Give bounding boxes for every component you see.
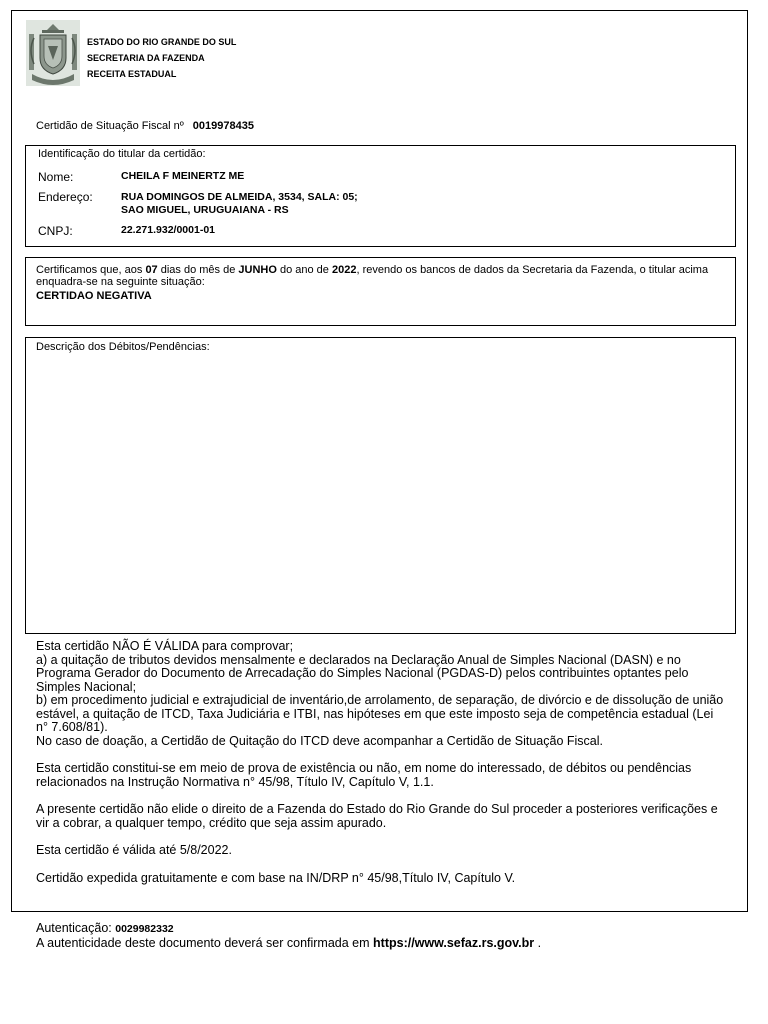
holder-caption: Identificação do titular da certidão:	[38, 148, 206, 160]
note-not-valid: Esta certidão NÃO É VÁLIDA para comprovar;	[36, 639, 294, 653]
certification-statement	[36, 264, 725, 288]
statement-text-1: Certificamos que, aos	[36, 264, 146, 276]
issuer-header	[87, 34, 236, 82]
legal-notes	[36, 640, 726, 885]
authentication-verify-line	[36, 936, 541, 950]
note-item-b: b) em procedimento judicial e extrajudicial de inventário,de arrolamento, de separação, de divórcio e de dissolução de união estável, a quitação de ITCD, Taxa Judiciária e ITBI, nas hipóteses em que este imposto seja de competência estadual (Lei n° 7.608/81).	[36, 693, 724, 734]
authentication-suffix: .	[534, 936, 542, 950]
address-value	[121, 191, 358, 217]
holder-identification-box	[25, 145, 736, 247]
cnpj-value: 22.271.932/0001-01	[121, 224, 216, 236]
authentication-code: 0029982332	[115, 923, 174, 935]
note-rights: A presente certidão não elide o direito de a Fazenda do Estado do Rio Grande do Sul proceder a posteriores verificações e vir a cobrar, a qualquer tempo, crédito que seja assim apurado.	[36, 802, 718, 830]
note-donation: No caso de doação, a Certidão de Quitação do ITCD deve acompanhar a Certidão de Situação Fiscal.	[36, 733, 603, 748]
certificate-status: CERTIDAO NEGATIVA	[36, 290, 152, 302]
name-label: Nome:	[38, 170, 74, 184]
authentication-block	[36, 921, 541, 950]
verification-link[interactable]: https://www.sefaz.rs.gov.br	[373, 936, 535, 950]
note-validity: Esta certidão é válida até 5/8/2022.	[36, 843, 232, 857]
statement-text-3: do ano de	[276, 264, 332, 276]
statement-month: JUNHO	[238, 264, 277, 276]
address-line-2: SAO MIGUEL, URUGUAIANA - RS	[121, 204, 289, 216]
address-label: Endereço:	[38, 190, 93, 204]
header-state: ESTADO DO RIO GRANDE DO SUL	[87, 37, 237, 47]
name-value: CHEILA F MEINERTZ ME	[121, 170, 245, 182]
certificate-number: 0019978435	[192, 120, 254, 132]
authentication-label: Autenticação:	[36, 921, 112, 935]
statement-year: 2022	[331, 264, 357, 276]
header-secretariat: SECRETARIA DA FAZENDA	[87, 53, 205, 63]
note-issued: Certidão expedida gratuitamente e com base na IN/DRP n° 45/98,Título IV, Capítulo V.	[36, 870, 516, 885]
statement-day: 07	[145, 264, 158, 276]
authentication-text: A autenticidade deste documento deverá ser confirmada em	[36, 936, 374, 950]
statement-text-2: dias do mês de	[157, 264, 239, 276]
cnpj-label: CNPJ:	[38, 224, 73, 238]
authentication-line	[36, 921, 541, 936]
debts-description-box	[25, 337, 736, 634]
note-proof: Esta certidão constitui-se em meio de prova de existência ou não, em nome do interessado, de débitos ou pendências relacionados na Instrução Normativa n° 45/98, Título IV, Capítulo V, 1.1.	[36, 761, 692, 789]
address-line-1: RUA DOMINGOS DE ALMEIDA, 3534, SALA: 05;	[121, 191, 358, 203]
statement-text-4: , revendo os bancos de dados da Secretaria da Fazenda, o titular acima enquadra-se na seguinte situação:	[36, 264, 709, 288]
note-item-a: a) a quitação de tributos devidos mensalmente e declarados na Declaração Anual de Simples Nacional (DASN) e no Programa Gerador do Documento de Arrecadação do Simples Nacional (PGDAS-D) pelos contribuintes optantes pelo Simples Nacional;	[36, 652, 689, 694]
state-coat-of-arms-icon	[26, 20, 80, 86]
header-revenue: RECEITA ESTADUAL	[87, 69, 177, 79]
certificate-number-line	[36, 120, 254, 132]
certification-box	[25, 257, 736, 326]
debts-caption: Descrição dos Débitos/Pendências:	[36, 341, 210, 353]
certificate-number-label: Certidão de Situação Fiscal nº	[36, 120, 184, 132]
